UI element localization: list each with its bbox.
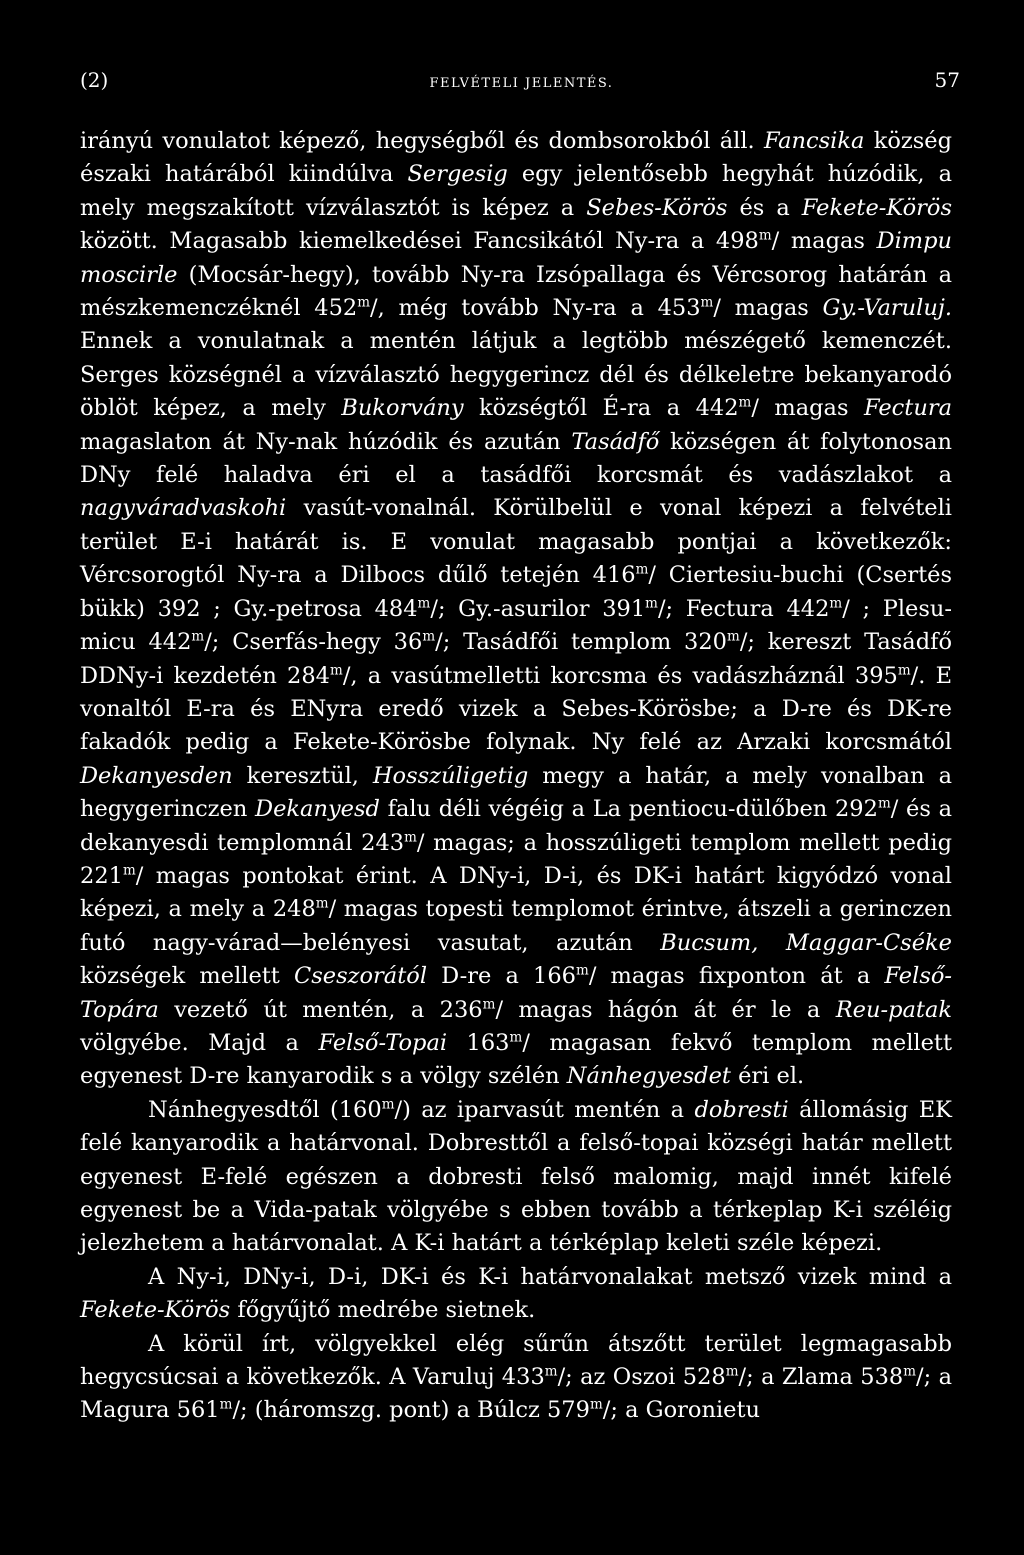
text-run: A Ny-i, DNy-i, D-i, DK-i és K-i határvonalakat metsző vizek mind a: [148, 1263, 952, 1290]
text-run: között. Magasabb kiemelkedései Fancsikától Ny-ra a 498: [80, 228, 759, 255]
text-run: vezető út mentén, a 236: [158, 996, 483, 1023]
italic-place-name: Cseszorától: [294, 963, 428, 990]
text-run: / magas; a hosszúligeti templom mellett pedig 221: [80, 829, 952, 889]
unit-superscript: m: [897, 662, 911, 678]
unit-superscript: m: [357, 294, 371, 311]
text-run: éri el.: [730, 1063, 805, 1090]
text-run: irányú vonulatot képező, hegységből és dombsorokból áll.: [80, 128, 764, 154]
text-run: / és a dekanyesdi templomnál 243: [80, 796, 952, 856]
italic-place-name: Hosszúligetig: [372, 762, 529, 789]
unit-superscript: m: [829, 595, 843, 612]
text-run: megy a határ, a mely vonalban a hegygerinczen: [80, 762, 952, 823]
unit-superscript: m: [509, 1029, 523, 1046]
unit-superscript: m: [544, 1363, 558, 1380]
italic-place-name: Bukorvány: [341, 395, 464, 422]
text-run: /; Fectura 442: [657, 595, 830, 622]
italic-place-name: nagyváradvaskohi: [80, 495, 287, 522]
unit-superscript: m: [417, 595, 431, 612]
text-run: D-re a 166: [427, 963, 576, 990]
unit-superscript: m: [422, 628, 436, 645]
text-run: községtől É-ra a 442: [463, 395, 739, 422]
italic-place-name: Fectura: [863, 395, 952, 422]
text-run: egy jelentősebb hegyhát húzódik, a mely megszakított vízválasztót is képez a: [80, 161, 953, 221]
unit-superscript: m: [315, 895, 329, 912]
paragraph: [80, 125, 952, 1094]
text-run: falu déli végéig a La pentiocu-dülőben 292: [379, 796, 878, 823]
text-run: / magas pontokat érint. A DNy-i, D-i, és DK-i határt kigyódzó vonal képezi, a mely a 248: [80, 862, 952, 923]
unit-superscript: m: [635, 561, 649, 578]
italic-place-name: Dekanyesd: [255, 796, 380, 823]
italic-place-name: dobresti: [694, 1096, 789, 1123]
italic-place-name: Fekete-Körös: [80, 1297, 231, 1324]
text-run: Nánhegyesdtől (160: [148, 1096, 382, 1123]
unit-superscript: m: [576, 962, 589, 979]
text-run: állomásig EK felé kanyarodik a határvonal. Dobresttől a felső-topai községi határ mellett egyenest E-felé egészen a dobresti felső malomig, majd innét kifelé egyenest be a Vida-patak völgyébe s ebben tovább a térkeplap K-i széléig jelezhetem a határvonalat. A K-i határt a térképlap keleti széle képezi.: [80, 1096, 952, 1257]
unit-superscript: m: [877, 795, 891, 812]
text-run: /; kereszt Tasádfő DDNy-i kezdetén 284: [80, 629, 952, 689]
unit-superscript: m: [122, 862, 136, 879]
italic-place-name: Nánhegyesdet: [566, 1063, 731, 1090]
text-run: /; Tasádfői templom 320: [435, 629, 727, 656]
text-run: és a: [727, 194, 802, 221]
italic-place-name: Tasádfő: [571, 428, 660, 455]
text-run: völgyébe. Majd a: [80, 1029, 319, 1056]
text-run: A körül írt, völgyekkel elég sűrűn átszőtt terület legmagasabb hegycsúcsai a következők. A Varuluj 433: [80, 1330, 952, 1391]
unit-superscript: m: [725, 1363, 739, 1380]
unit-superscript: m: [700, 294, 714, 311]
italic-place-name: Fancsika: [764, 128, 865, 154]
text-run: /; Cserfás-hegy 36: [204, 629, 423, 656]
italic-place-name: Dekanyesden: [80, 762, 233, 789]
text-run: keresztül,: [232, 762, 373, 789]
unit-superscript: m: [903, 1363, 917, 1380]
text-run: magaslaton át Ny-nak húzódik és azután: [80, 428, 572, 455]
section-number: (2): [80, 68, 109, 92]
paragraph: [80, 1328, 952, 1428]
text-run: /. E vonaltól E-ra és ENyra eredő vizek a Sebes-Körösbe; a D-re és DK-re fakadók pedig a Fekete-Körösbe folynak. Ny felé az Arzaki korcsmától: [80, 662, 953, 756]
text-run: / magas: [771, 228, 877, 255]
text-run: / ; Plesu-micu 442: [80, 595, 952, 656]
text-run: 163: [447, 1029, 510, 1056]
unit-superscript: m: [738, 394, 752, 411]
italic-place-name: Bucsum, Maggar-Cséke: [660, 929, 952, 956]
text-run: / Ciertesiu-buchi (Csertés bükk) 392 ; Gy.-petrosa 484: [80, 562, 952, 622]
paragraph: [80, 1261, 952, 1328]
running-title: FELVÉTELI JELENTÉS.: [429, 76, 614, 91]
paragraph: [80, 1094, 952, 1261]
text-run: /; (háromszg. pont) a Búlcz 579: [232, 1397, 590, 1424]
unit-superscript: m: [219, 1396, 233, 1413]
text-run: /, a vasútmelletti korcsma és vadászháznál 395: [342, 662, 898, 689]
text-run: /; a Zlama 538: [738, 1364, 904, 1391]
body-text: [80, 125, 952, 1428]
text-run: községek mellett: [80, 963, 295, 990]
italic-place-name: Felső-Topára: [80, 963, 953, 1023]
text-run: községen át folytonosan DNy felé haladva éri el a tasádfői korcsmát és vadászlakot a: [80, 428, 952, 489]
text-run: főgyűjtő medrébe sietnek.: [230, 1297, 536, 1324]
unit-superscript: m: [191, 628, 205, 645]
italic-place-name: Sebes-Körös: [586, 194, 728, 221]
italic-place-name: Reu-patak: [835, 996, 952, 1023]
unit-superscript: m: [404, 829, 417, 846]
text-run: / magasan fekvő templom mellett egyenest D-re kanyarodik s a völgy szélén: [80, 1029, 952, 1090]
italic-place-name: Fekete-Körös: [801, 194, 952, 221]
unit-superscript: m: [589, 1396, 603, 1413]
italic-place-name: Sergesig: [407, 161, 508, 188]
text-run: község északi határából kiindúlva: [80, 128, 953, 188]
italic-place-name: Dimpu moscirle: [80, 228, 953, 288]
text-run: Ennek a vonulatnak a mentén látjuk a legtöbb mészégető kemenczét. Serges községnél a vízválasztó hegygerincz dél és délkeletre bekanyarodó öblöt képez, a mely: [80, 328, 952, 422]
text-run: / magas hágón át ér le a: [495, 996, 836, 1023]
italic-place-name: Felső-Topai: [318, 1029, 448, 1056]
italic-place-name: Gy.-Varuluj.: [822, 295, 952, 322]
unit-superscript: m: [758, 227, 772, 244]
unit-superscript: m: [381, 1096, 395, 1113]
page-header: [80, 68, 960, 98]
text-run: /; a Magura 561: [80, 1364, 952, 1424]
unit-superscript: m: [645, 595, 658, 612]
unit-superscript: m: [330, 662, 343, 678]
text-run: / magas: [713, 295, 823, 322]
text-run: (Mocsár-hegy), tovább Ny-ra Izsópallaga és Vércsorog határán a mészkemenczéknél 452: [80, 261, 952, 322]
text-run: /; az Oszoi 528: [557, 1364, 726, 1391]
text-run: / magas fixponton át a: [588, 963, 885, 990]
text-run: / magas: [751, 395, 864, 422]
text-run: /; Gy.-asurilor 391: [430, 595, 646, 622]
page-number: 57: [934, 68, 960, 92]
text-run: /; a Goronietu: [602, 1397, 760, 1424]
text-run: /, még tovább Ny-ra a 453: [370, 295, 701, 322]
text-run: vasút-vonalnál. Körülbelül e vonal képezi a felvételi terület E-i határát is. E vonulat magasabb pontjai a következők: Vércsorogtól Ny-ra a Dilbocs dűlő tetején 416: [80, 495, 952, 589]
text-run: /) az iparvasút mentén a: [394, 1096, 695, 1123]
text-run: / magas topesti templomot érintve, átszeli a gerinczen futó nagy-várad—belényesi vasutat, azután: [80, 896, 952, 956]
unit-superscript: m: [727, 628, 740, 645]
unit-superscript: m: [482, 996, 496, 1013]
